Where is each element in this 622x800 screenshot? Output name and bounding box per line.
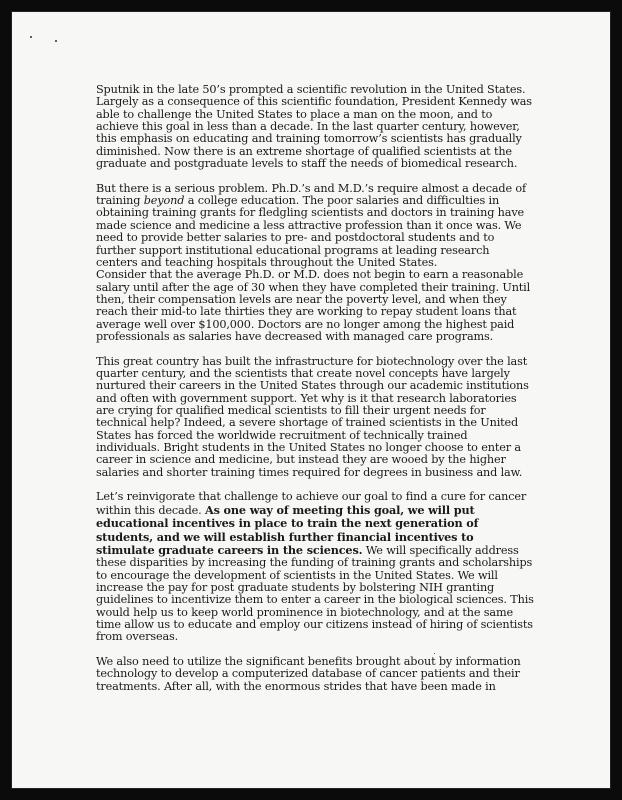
paragraph-salary: Consider that the average Ph.D. or M.D. does not begin to earn a reasonable salary until after the age of 30 when they have completed their training. Until then, their compensation levels are near the poverty level, and when they reach their mid-to late thirties they are working to repay student loans that average well over $100,000. Doctors are no longer among the highest paid professionals as salaries have decreased with managed care programs. — [96, 268, 531, 343]
scan-speck — [55, 40, 57, 42]
paragraph-information-technology: We also need to utilize the significant benefits brought about by information technology to develop a computerized database of cancer patients and their treatments. After all, with the enormous strides that have been made in — [96, 655, 521, 693]
emphasis-bold: As one way of meeting this goal, we will put educational incentives in place to train the next generation of students, and we will establish further financial incentives to stimulate graduate careers in the sciences. — [96, 502, 479, 557]
paragraph-serious-problem: But there is a serious problem. Ph.D.’s and M.D.’s require almost a decade of training beyond a college education. The poor salaries and difficulties in obtaining training grants for fledgling scientists and doctors in training have made science and medicine a less attractive profession than it once was. We need to provide better salaries to pre- and postdoctoral students and to further support institutional educational programs at leading research centers and teaching hospitals throughout the United States. — [96, 181, 527, 269]
paragraph-infrastructure: This great country has built the infrastructure for biotechnology over the last quarter century, and the scientists that create novel concepts have largely nurtured their careers in the United States through our academic institutions and often with government support. Yet why is it that research laboratories are crying for qualified medical scientists to fill their urgent needs for technical help? Indeed, a severe shortage of trained scientists in the United States has forced the worldwide recruitment of technically trained individuals. Bright students in the United States no longer choose to enter a career in science and medicine, but instead they are wooed by the higher salaries and shorter training times required for degrees in business and law. — [96, 354, 529, 479]
emphasis-italic: beyond — [143, 194, 185, 208]
paragraph-reinvigorate: Let’s reinvigorate that challenge to achieve our goal to find a cure for cancer within this decade. As one way of meeting this goal, we will put educational incentives in place to train the next generation of students, and we will establish further financial incentives to stimulate graduate careers in the sciences. We will specifically address these disparities by increasing the funding of training grants and scholarships to encourage the development of scientists in the United States. We will increase the pay for post graduate students by bolstering NIH granting guidelines to incentivize them to enter a career in the biological sciences. This would help us to keep world prominence in biotechnology, and at the same time allow us to educate and employ our citizens instead of hiring of scientists from overseas. — [96, 490, 534, 644]
scan-speck — [30, 36, 32, 38]
paragraph-sputnik: Sputnik in the late 50’s prompted a scientific revolution in the United States. Largely as a consequence of this scientific foundation, President Kennedy was able to challenge the United States to place a man on the moon, and to achieve this goal in less than a decade. In the last quarter century, however, this emphasis on educating and training tomorrow’s scientists has gradually diminished. Now there is an extreme shortage of qualified scientists at the graduate and postgraduate levels to staff the needs of biomedical research. — [96, 83, 532, 171]
document-page — [12, 12, 610, 788]
document-body — [96, 84, 534, 693]
